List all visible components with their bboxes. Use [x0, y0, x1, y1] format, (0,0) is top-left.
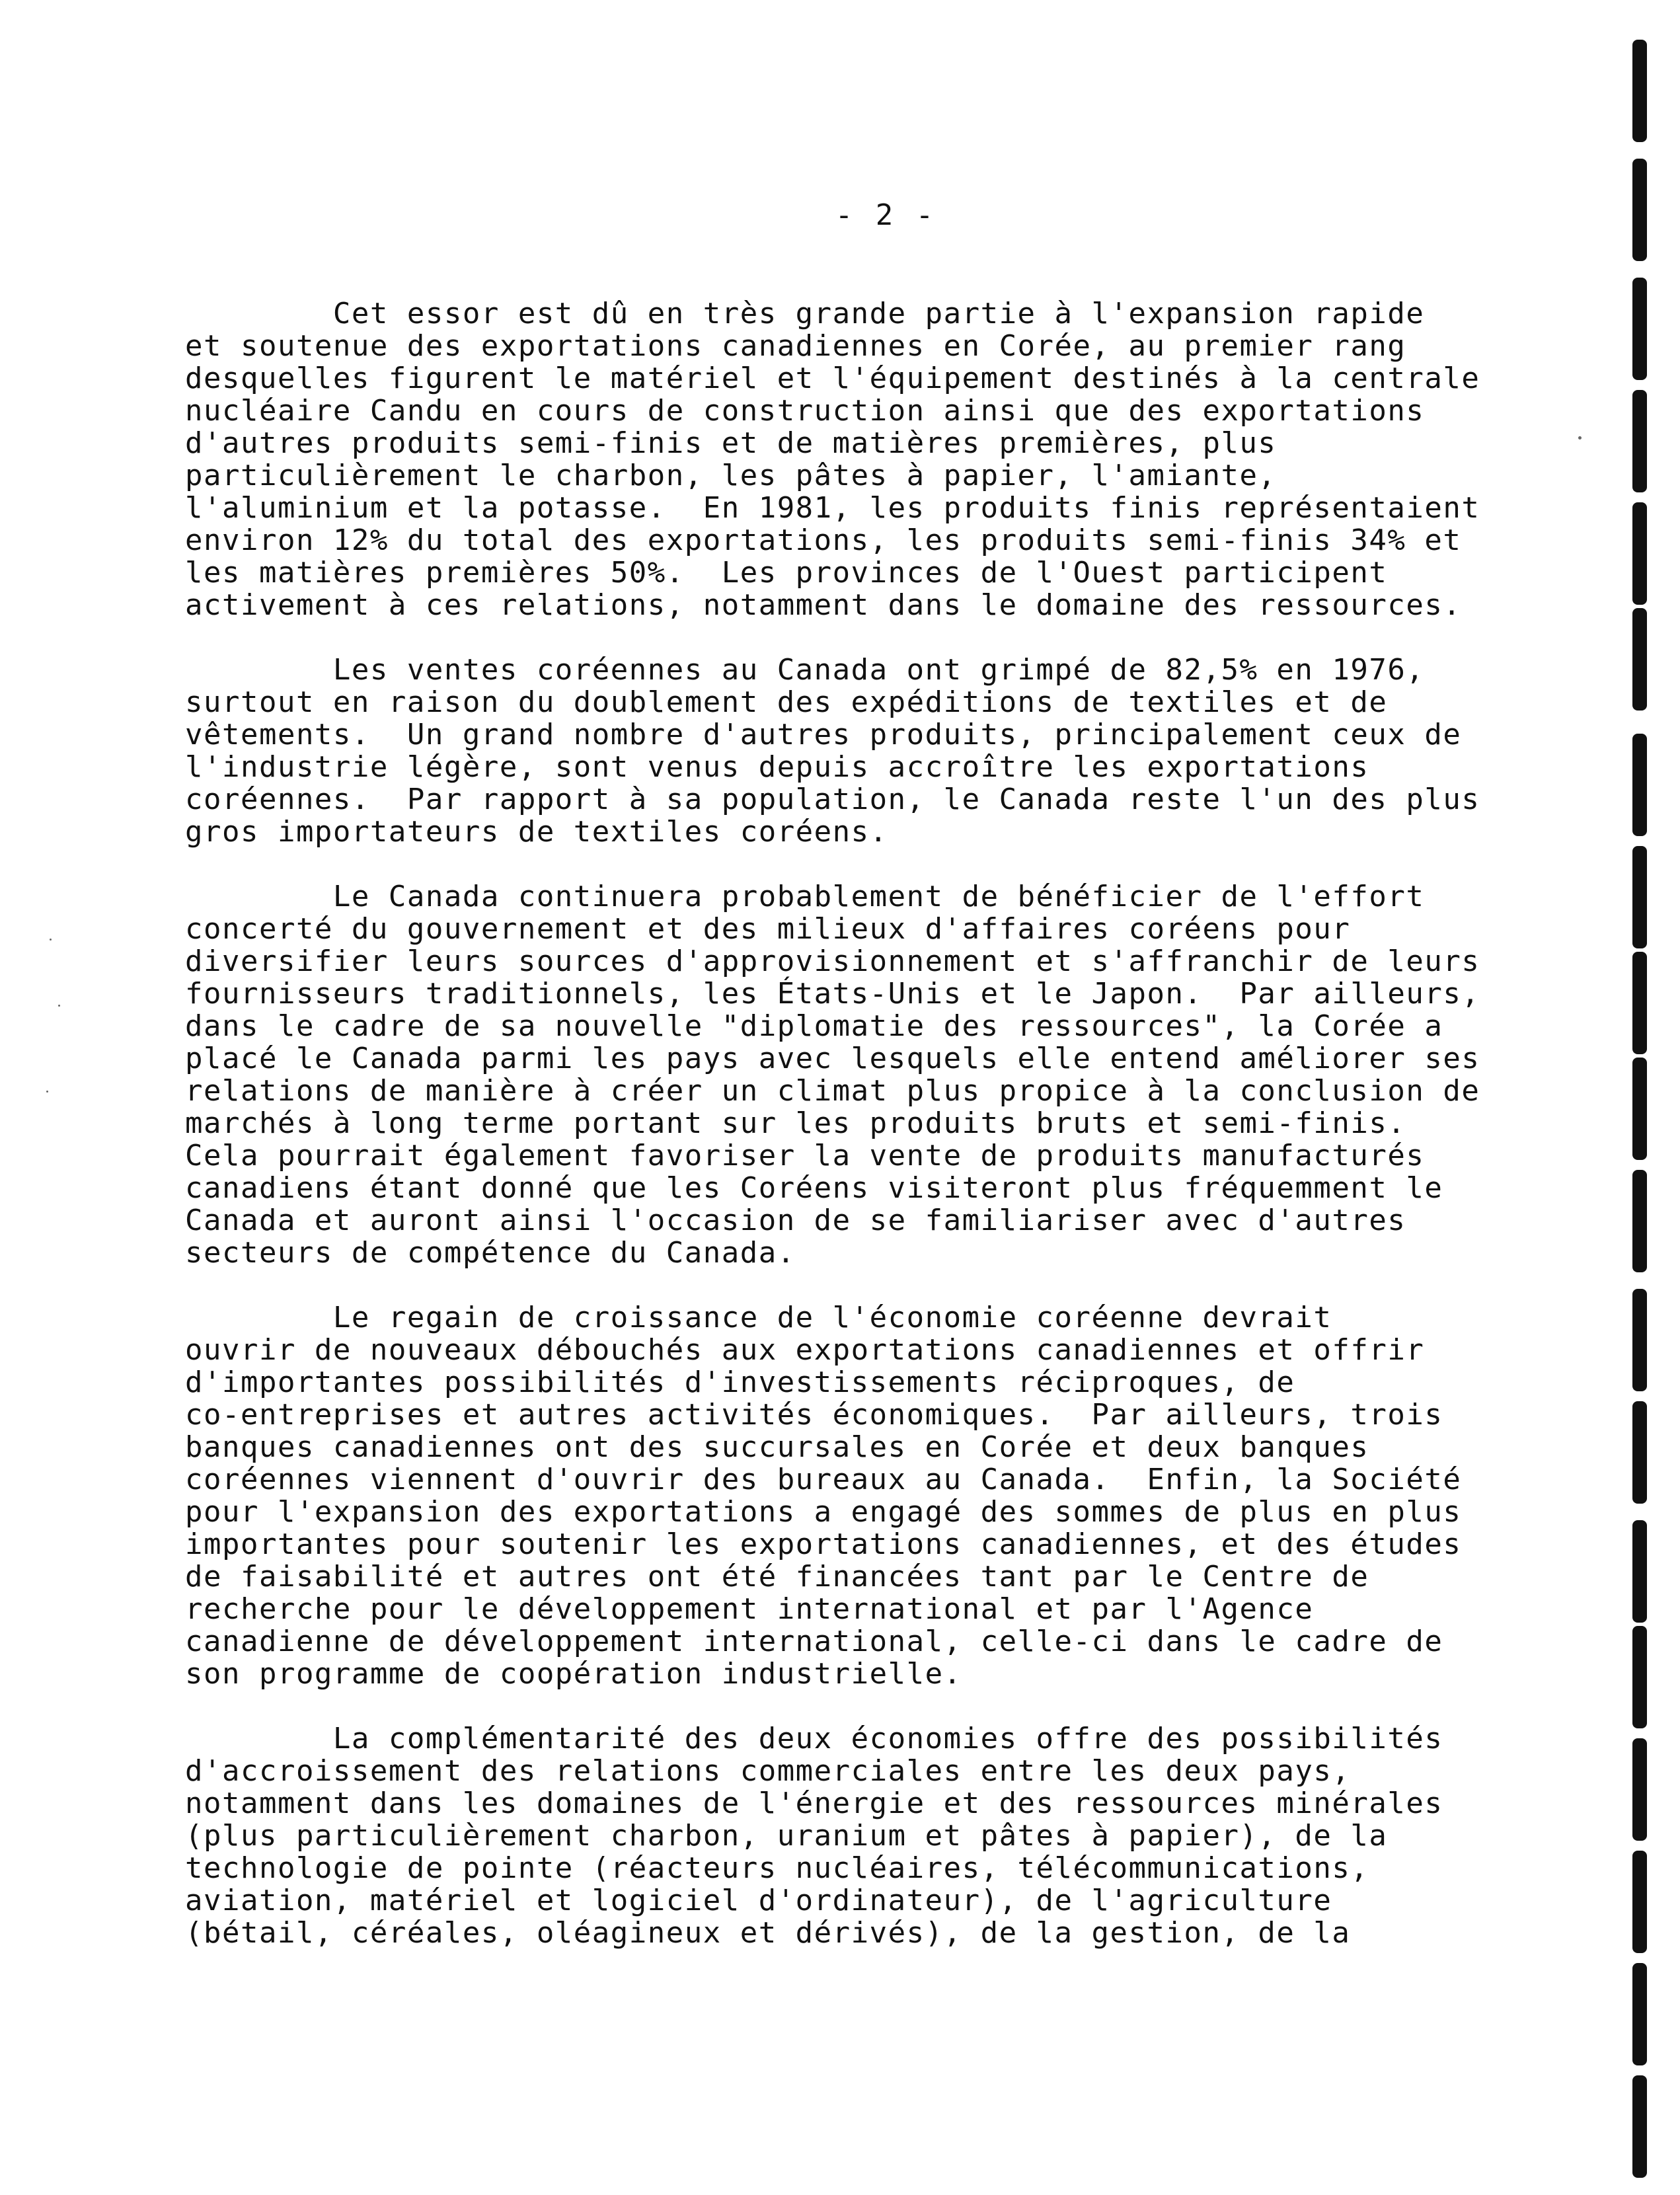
text-line: particulièrement le charbon, les pâtes à papier, l'amiante, [185, 459, 1277, 492]
text-line: l'industrie légère, sont venus depuis accroître les exportations [185, 750, 1369, 784]
paragraph-diversification [185, 880, 1566, 1269]
binding-mark [1632, 502, 1647, 605]
text-line: banques canadiennes ont des succursales en Corée et deux banques [185, 1430, 1369, 1464]
text-line: Le Canada continuera probablement de bénéficier de l'effort [185, 880, 1425, 913]
text-line: co-entreprises et autres activités économiques. Par ailleurs, trois [185, 1398, 1443, 1432]
text-line: importantes pour soutenir les exportations canadiennes, et des études [185, 1527, 1462, 1561]
text-line: Cela pourrait également favoriser la vente de produits manufacturés [185, 1139, 1425, 1173]
text-line: de faisabilité et autres ont été financées tant par le Centre de [185, 1560, 1369, 1594]
text-line: (bétail, céréales, oléagineux et dérivés), de la gestion, de la [185, 1916, 1351, 1950]
text-line: Canada et auront ainsi l'occasion de se familiariser avec d'autres [185, 1204, 1406, 1237]
paragraph-economic-growth [185, 1301, 1566, 1690]
text-line: coréennes. Par rapport à sa population, le Canada reste l'un des plus [185, 783, 1480, 816]
paragraph-korean-sales [185, 654, 1566, 848]
binding-mark [1632, 1170, 1647, 1272]
text-line: Cet essor est dû en très grande partie à l'expansion rapide [185, 297, 1425, 330]
text-line: ouvrir de nouveaux débouchés aux exportations canadiennes et offrir [185, 1333, 1425, 1367]
text-line: d'autres produits semi-finis et de matières premières, plus [185, 426, 1277, 460]
scan-speck [1578, 436, 1582, 440]
text-line: placé le Canada parmi les pays avec lesquels elle entend améliorer ses [185, 1042, 1480, 1075]
body-text [185, 297, 1566, 1982]
text-line: son programme de coopération industrielle. [185, 1657, 962, 1691]
text-line: gros importateurs de textiles coréens. [185, 815, 888, 849]
text-line: les matières premières 50%. Les provinces de l'Ouest participent [185, 556, 1388, 590]
text-line: activement à ces relations, notamment dans le domaine des ressources. [185, 588, 1462, 622]
scan-speck [58, 1005, 60, 1007]
binding-marks [1621, 0, 1680, 2195]
binding-mark [1632, 1520, 1647, 1623]
binding-mark [1632, 1289, 1647, 1391]
text-line: canadienne de développement international, celle-ci dans le cadre de [185, 1625, 1443, 1658]
text-line: diversifier leurs sources d'approvisionnement et s'affranchir de leurs [185, 944, 1480, 978]
binding-mark [1632, 159, 1647, 261]
binding-mark [1632, 1626, 1647, 1728]
text-line: (plus particulièrement charbon, uranium et pâtes à papier), de la [185, 1819, 1388, 1853]
binding-mark [1632, 40, 1647, 142]
binding-mark [1632, 846, 1647, 948]
text-line: dans le cadre de sa nouvelle "diplomatie des ressources", la Corée a [185, 1009, 1443, 1043]
binding-mark [1632, 1851, 1647, 1953]
text-line: notamment dans les domaines de l'énergie et des ressources minérales [185, 1787, 1443, 1820]
paragraph-complementarity [185, 1722, 1566, 1949]
binding-mark [1632, 1963, 1647, 2065]
binding-mark [1632, 1058, 1647, 1160]
binding-mark [1632, 278, 1647, 380]
text-line: relations de manière à créer un climat plus propice à la conclusion de [185, 1074, 1480, 1108]
scan-speck [46, 1091, 48, 1093]
paragraph-export-growth [185, 297, 1566, 621]
text-line: et soutenue des exportations canadiennes en Corée, au premier rang [185, 329, 1406, 363]
text-line: marchés à long terme portant sur les produits bruts et semi-finis. [185, 1106, 1406, 1140]
binding-mark [1632, 1401, 1647, 1504]
text-line: La complémentarité des deux économies offre des possibilités [185, 1722, 1443, 1755]
binding-mark [1632, 2075, 1647, 2178]
text-line: Le regain de croissance de l'économie coréenne devrait [185, 1301, 1332, 1334]
text-line: d'importantes possibilités d'investissements réciproques, de [185, 1366, 1295, 1399]
text-line: coréennes viennent d'ouvrir des bureaux au Canada. Enfin, la Société [185, 1463, 1462, 1496]
binding-mark [1632, 608, 1647, 711]
text-line: surtout en raison du doublement des expéditions de textiles et de [185, 685, 1388, 719]
binding-mark [1632, 952, 1647, 1054]
text-line: pour l'expansion des exportations a engagé des sommes de plus en plus [185, 1495, 1462, 1529]
text-line: aviation, matériel et logiciel d'ordinateur), de l'agriculture [185, 1884, 1332, 1917]
text-line: environ 12% du total des exportations, les produits semi-finis 34% et [185, 523, 1462, 557]
text-line: canadiens étant donné que les Coréens visiteront plus fréquemment le [185, 1171, 1443, 1205]
text-line: fournisseurs traditionnels, les États-Unis et le Japon. Par ailleurs, [185, 977, 1480, 1011]
text-line: nucléaire Candu en cours de construction ainsi que des exportations [185, 394, 1425, 428]
binding-mark [1632, 390, 1647, 492]
binding-mark [1632, 1738, 1647, 1841]
text-line: Les ventes coréennes au Canada ont grimpé de 82,5% en 1976, [185, 653, 1425, 687]
scan-speck [50, 939, 52, 941]
page-number: - 2 - [835, 198, 936, 232]
text-line: vêtements. Un grand nombre d'autres produits, principalement ceux de [185, 718, 1462, 751]
text-line: recherche pour le développement international et par l'Agence [185, 1592, 1314, 1626]
text-line: concerté du gouvernement et des milieux d'affaires coréens pour [185, 912, 1351, 946]
text-line: d'accroissement des relations commerciales entre les deux pays, [185, 1754, 1351, 1788]
text-line: desquelles figurent le matériel et l'équipement destinés à la centrale [185, 362, 1480, 395]
text-line: secteurs de compétence du Canada. [185, 1236, 796, 1270]
text-line: l'aluminium et la potasse. En 1981, les produits finis représentaient [185, 491, 1480, 525]
text-line: technologie de pointe (réacteurs nucléaires, télécommunications, [185, 1851, 1369, 1885]
binding-mark [1632, 734, 1647, 836]
